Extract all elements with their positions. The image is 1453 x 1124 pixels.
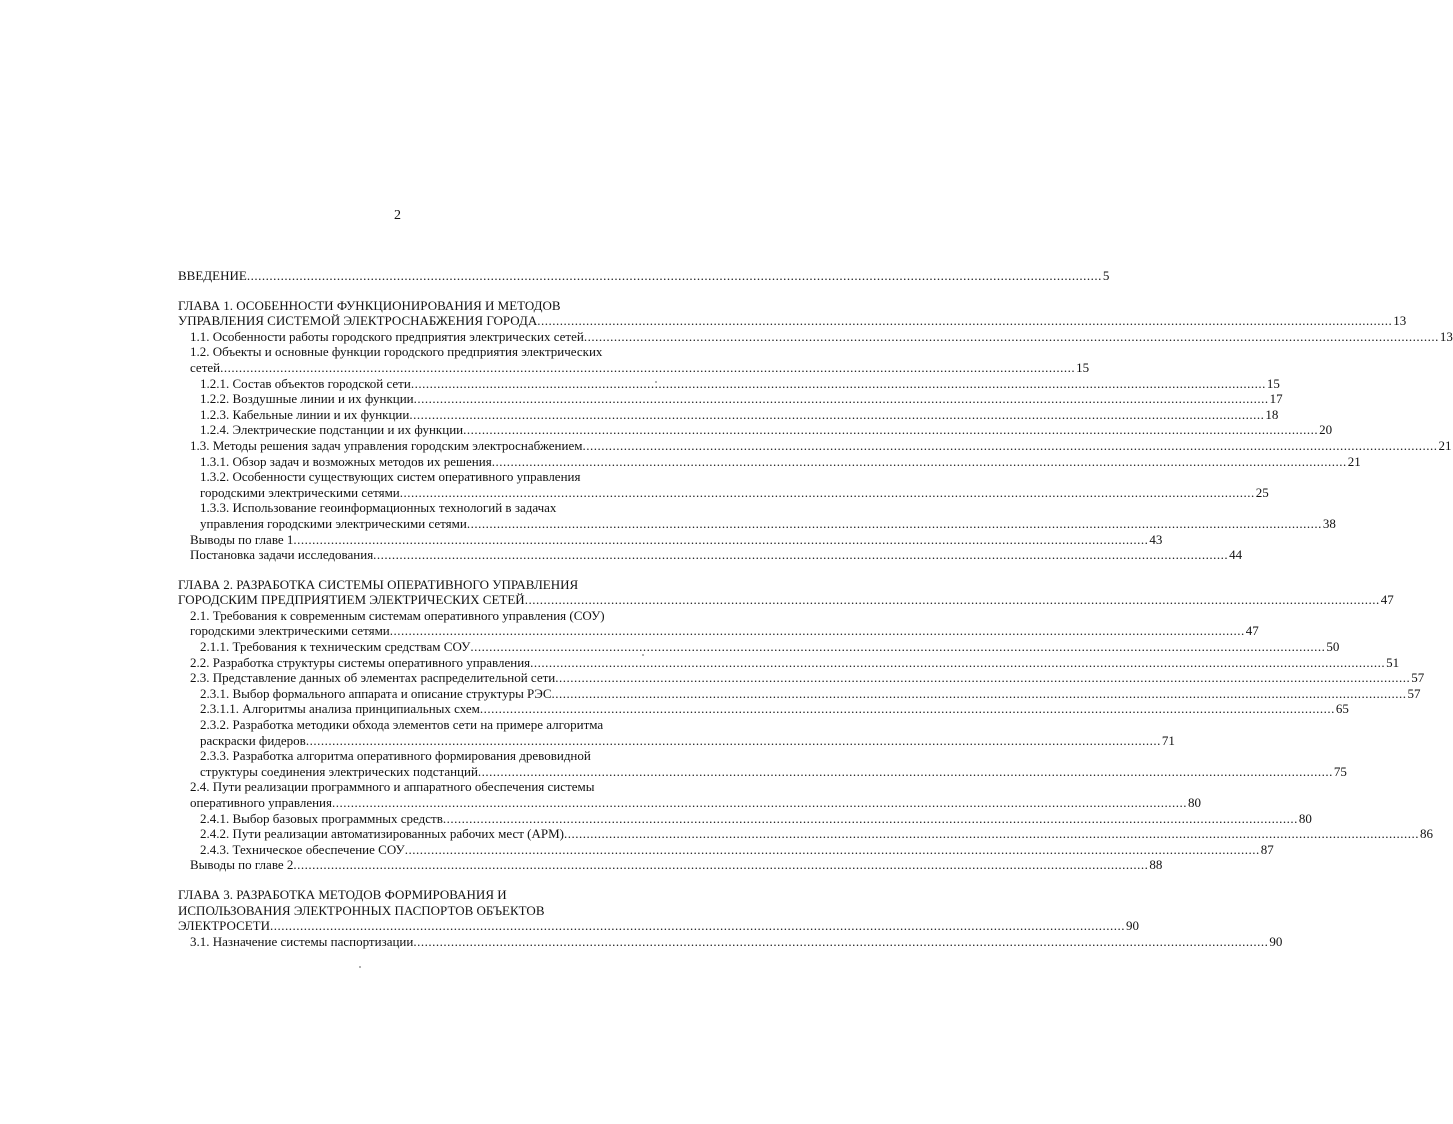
toc-entry-problem-statement xyxy=(178,547,1243,563)
toc-entry-title: 1.2.2. Воздушные линии и их функции xyxy=(200,391,414,407)
toc-entry-1-2-2 xyxy=(178,391,1283,407)
dot-leader xyxy=(373,547,1228,563)
dot-leader xyxy=(443,811,1298,827)
toc-entry-2-4-3 xyxy=(178,841,1274,858)
dot-leader xyxy=(478,764,1333,780)
toc-page-number: 43 xyxy=(1149,531,1163,547)
toc-page-number: 15 xyxy=(1076,359,1090,375)
dot-leader xyxy=(555,670,1410,686)
dot-leader xyxy=(470,639,1325,655)
toc-page-number: 65 xyxy=(1335,701,1349,717)
toc-entry-title: управления городскими электрическими сетями xyxy=(200,515,467,531)
dot-leader xyxy=(492,454,1347,470)
dot-leader xyxy=(293,857,1148,873)
toc-page-number: 15 xyxy=(1266,375,1280,391)
scan-speck xyxy=(655,381,657,383)
toc-entry-2-4 xyxy=(178,795,1201,811)
toc-entry-title: 2.4.2. Пути реализации автоматизированных рабочих мест (АРМ) xyxy=(200,826,564,842)
dot-leader xyxy=(552,686,1407,702)
toc-entry-1-2-1 xyxy=(178,375,1280,392)
dot-leader xyxy=(390,623,1245,639)
dot-leader xyxy=(411,376,1266,392)
toc-entry-2-3-1 xyxy=(178,685,1421,702)
toc-page-number: 57 xyxy=(1411,670,1425,686)
dot-leader xyxy=(220,360,1075,376)
toc-entry-title: ВВЕДЕНИЕ xyxy=(178,268,247,283)
toc-entry-1-3-2-title: 1.3.2. Особенности существующих систем оперативного управления xyxy=(200,469,581,485)
toc-page-number: 90 xyxy=(1126,918,1140,934)
toc-chapter-2-title: ГЛАВА 2. РАЗРАБОТКА СИСТЕМЫ ОПЕРАТИВНОГО УПРАВЛЕНИЯ xyxy=(178,576,579,592)
toc-entry-1-3-2 xyxy=(178,484,1269,501)
toc-page-number: 80 xyxy=(1188,795,1201,810)
toc-page-number: 38 xyxy=(1322,515,1336,531)
toc-entry-title: Выводы по главе 2 xyxy=(190,857,294,873)
toc-page-number: 86 xyxy=(1420,826,1433,842)
toc-entry-title: городскими электрическими сетями xyxy=(200,484,400,500)
dot-leader xyxy=(270,918,1125,934)
toc-entry-title: 2.3.1. Выбор формального аппарата и описание структуры РЭС xyxy=(200,685,552,701)
toc-entry-2-4-2 xyxy=(178,826,1433,842)
scan-speck xyxy=(359,966,361,968)
dot-leader xyxy=(537,313,1392,329)
dot-leader xyxy=(582,438,1437,454)
toc-page-number: 21 xyxy=(1438,437,1452,453)
toc-entry-1-2 xyxy=(178,359,1090,376)
toc-page-number: 87 xyxy=(1260,841,1274,857)
toc-entry-title: ГОРОДСКИМ ПРЕДПРИЯТИЕМ ЭЛЕКТРИЧЕСКИХ СЕТЕЙ xyxy=(178,592,525,608)
toc-chapter-3-title-line1: ГЛАВА 3. РАЗРАБОТКА МЕТОДОВ ФОРМИРОВАНИЯ И xyxy=(178,886,507,902)
toc-entry-2-3 xyxy=(178,670,1425,686)
toc-entry-chapter-2 xyxy=(178,592,1394,608)
toc-page-number: 57 xyxy=(1407,685,1421,701)
toc-entry-2-1-title: 2.1. Требования к современным системам оперативного управления (СОУ) xyxy=(190,607,605,623)
dot-leader xyxy=(405,842,1260,858)
toc-entry-2-3-1-1 xyxy=(178,701,1349,717)
toc-page-number: 44 xyxy=(1229,547,1243,563)
toc-page-number: 51 xyxy=(1386,654,1400,670)
toc-entry-1-3-3-title: 1.3.3. Использование геоинформационных технологий в задачах xyxy=(200,500,557,516)
toc-chapter-1-title: ГЛАВА 1. ОСОБЕННОСТИ ФУНКЦИОНИРОВАНИЯ И МЕТОДОВ xyxy=(178,297,561,313)
toc-entry-1-2-title: 1.2. Объекты и основные функции городского предприятия электрических xyxy=(190,344,603,360)
toc-entry-title: 3.1. Назначение системы паспортизации xyxy=(190,933,414,949)
toc-page-number: 21 xyxy=(1347,453,1361,469)
toc-entry-title: УПРАВЛЕНИЯ СИСТЕМОЙ ЭЛЕКТРОСНАБЖЕНИЯ ГОРОДА xyxy=(178,313,538,329)
dot-leader xyxy=(564,826,1419,842)
toc-entry-2-3-2-title: 2.3.2. Разработка методики обхода элементов сети на примере алгоритма xyxy=(200,717,604,733)
dot-leader xyxy=(306,733,1161,749)
toc-entry-title: 2.4.3. Техническое обеспечение СОУ xyxy=(200,841,405,857)
toc-entry-chapter-3 xyxy=(178,918,1140,934)
toc-entry-1-3-3 xyxy=(178,515,1336,532)
toc-entry-2-1-1 xyxy=(178,639,1340,655)
toc-page-number: 50 xyxy=(1326,639,1340,655)
toc-entry-title: 1.2.1. Состав объектов городской сети xyxy=(200,375,411,391)
toc-entry-2-1 xyxy=(178,623,1259,639)
toc-entry-3-1 xyxy=(178,933,1283,950)
toc-entry-chapter-1 xyxy=(178,313,1407,329)
toc-entry-title: 2.4.1. Выбор базовых программных средств xyxy=(200,810,443,826)
scan-speck xyxy=(642,654,644,656)
toc-page-number: 90 xyxy=(1269,933,1283,949)
toc-entry-intro xyxy=(178,268,1110,284)
toc-entry-title: 1.3. Методы решения задач управления городским электроснабжением xyxy=(190,437,583,453)
toc-entry-1-2-3 xyxy=(178,406,1279,423)
toc-entry-1-1 xyxy=(178,328,1453,345)
dot-leader xyxy=(409,407,1264,423)
toc-entry-title: 1.2.4. Электрические подстанции и их функции xyxy=(200,422,464,438)
toc-page-number: 75 xyxy=(1333,763,1347,779)
dot-leader xyxy=(480,701,1335,717)
dot-leader xyxy=(293,532,1148,548)
toc-entry-2-3-3 xyxy=(178,763,1347,780)
toc-page-number: 20 xyxy=(1319,422,1333,438)
toc-entry-title: оперативного управления xyxy=(190,795,332,810)
toc-chapter-3-title-line2: ИСПОЛЬЗОВАНИЯ ЭЛЕКТРОННЫХ ПАСПОРТОВ ОБЪЕКТОВ xyxy=(178,902,545,918)
dot-leader xyxy=(400,485,1255,501)
toc-entry-title: 1.2.3. Кабельные линии и их функции xyxy=(200,406,410,422)
dot-leader xyxy=(525,592,1380,608)
toc-entry-2-4-title: 2.4. Пути реализации программного и аппаратного обеспечения системы xyxy=(190,779,595,795)
dot-leader xyxy=(530,655,1385,671)
toc-page-number: 13 xyxy=(1393,313,1407,329)
toc-page-number: 80 xyxy=(1298,810,1312,826)
toc-page-number: 71 xyxy=(1161,732,1175,748)
toc-entry-title: ЭЛЕКТРОСЕТИ xyxy=(178,918,271,934)
dot-leader xyxy=(413,934,1268,950)
dot-leader xyxy=(467,516,1322,532)
toc-entry-2-4-1 xyxy=(178,810,1312,827)
toc-entry-title: 2.1.1. Требования к техническим средствам СОУ xyxy=(200,639,471,655)
toc-entry-title: 1.3.1. Обзор задач и возможных методов их решения xyxy=(200,453,492,469)
dot-leader xyxy=(584,329,1439,345)
toc-entry-title: городскими электрическими сетями xyxy=(190,623,390,639)
toc-entry-title: 2.3.1.1. Алгоритмы анализа принципиальных схем xyxy=(200,701,480,717)
toc-page-number: 25 xyxy=(1255,484,1269,500)
dot-leader xyxy=(247,268,1102,284)
toc-entry-2-3-2 xyxy=(178,732,1175,749)
toc-entry-title: 1.1. Особенности работы городского предприятия электрических сетей xyxy=(190,328,584,344)
toc-entry-title: раскраски фидеров xyxy=(200,732,306,748)
toc-entry-1-3 xyxy=(178,437,1452,454)
toc-entry-title: 2.3. Представление данных об элементах распределительной сети xyxy=(190,670,556,686)
dot-leader xyxy=(463,422,1318,438)
toc-entry-1-2-4 xyxy=(178,422,1333,438)
toc-page-number: 47 xyxy=(1245,623,1259,639)
toc-entry-title: структуры соединения электрических подстанций xyxy=(200,763,478,779)
toc-entry-conclusions-2 xyxy=(178,857,1163,873)
toc-entry-2-2 xyxy=(178,654,1400,671)
toc-entry-1-3-1 xyxy=(178,453,1361,470)
toc-entry-title: Выводы по главе 1 xyxy=(190,531,294,547)
toc-entry-title: 2.2. Разработка структуры системы оперативного управления xyxy=(190,654,531,670)
toc-page-number: 47 xyxy=(1380,592,1394,608)
table-of-contents xyxy=(178,268,1453,949)
toc-page-number: 88 xyxy=(1149,857,1163,873)
toc-entry-title: сетей xyxy=(190,359,221,375)
toc-entry-conclusions-1 xyxy=(178,531,1163,548)
dot-leader xyxy=(414,391,1269,407)
dot-leader xyxy=(332,795,1187,811)
toc-page-number: 13 xyxy=(1439,328,1453,344)
toc-entry-2-3-3-title: 2.3.3. Разработка алгоритма оперативного формирования древовидной xyxy=(200,748,591,764)
toc-page-number: 18 xyxy=(1265,406,1279,422)
page-number: 2 xyxy=(394,208,401,223)
toc-entry-title: Постановка задачи исследования xyxy=(190,547,374,563)
toc-page-number: 17 xyxy=(1269,391,1283,407)
toc-page-number: 5 xyxy=(1102,268,1110,283)
